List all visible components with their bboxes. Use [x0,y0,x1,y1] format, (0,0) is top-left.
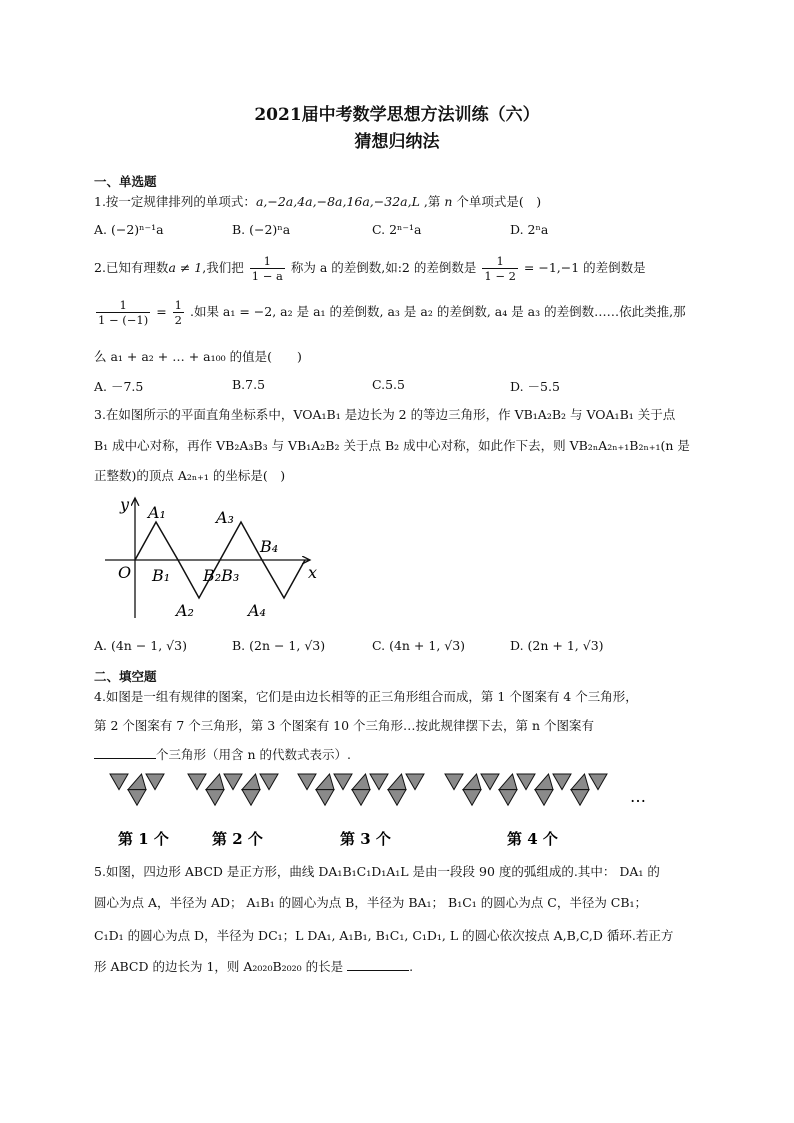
pattern-3-triangle [334,774,352,790]
q5-answer-blank[interactable] [347,969,409,971]
pattern-label-4: 第 4 个 [507,830,558,848]
pattern-4-triangle [481,774,499,790]
pattern-1-triangle [146,774,164,790]
q4-pattern-figure [100,768,660,850]
label-y: y [120,495,130,514]
q2-option-b[interactable]: B.7.5 [232,377,266,392]
pattern-4-triangle [535,790,553,806]
pattern-4-triangle [589,774,607,790]
pattern-2-triangle [206,774,224,790]
section-fill-blank: 二、填空题 [94,669,157,684]
pattern-label-1: 第 1 个 [118,830,169,848]
q2-fraction-4: $\frac{1}{2}$ [174,298,182,327]
pattern-4-triangle [499,774,517,790]
exam-subtitle: 猜想归纳法 [354,132,440,152]
label-o: O [118,563,132,582]
q1-option-b[interactable]: B. (−2)ⁿa [232,222,291,237]
q4-line-1: 4.如图是一组有规律的图案，它们是由边长相等的正三角形组合而成，第 1 个图案有 4 个三角形， [94,689,638,704]
label-a3: A₃ [216,508,234,527]
pattern-1-triangle [110,774,128,790]
pattern-3-triangle [316,774,334,790]
pattern-1-triangle [128,774,146,790]
q2-option-c[interactable]: C.5.5 [372,377,405,392]
q5-line-3: C₁D₁ 的圆心为点 D，半径为 DC₁；L DA₁, A₁B₁, B₁C₁, C₁D₁, L 的圆心依次按点 A,B,C,D 循环.若正方 [94,928,674,943]
pattern-label-3: 第 3 个 [340,830,391,848]
q3-line-1: 3.在如图所示的平面直角坐标系中，VOA₁B₁ 是边长为 2 的等边三角形，作 VB₁A₂B₂ 与 VOA₁B₁ 关于点 [94,407,676,422]
pattern-4-triangle [463,774,481,790]
pattern-4-triangle [517,774,535,790]
pattern-4-triangle [571,774,589,790]
pattern-2-triangle [188,774,206,790]
q3-option-a[interactable]: A. (4n − 1, √3) [94,638,187,653]
pattern-2-triangle [224,774,242,790]
pattern-2-triangle [206,790,224,806]
q4-line-2: 第 2 个图案有 7 个三角形，第 3 个图案有 10 个三角形…按此规律摆下去，第 n 个图案有 [94,718,595,733]
label-b4: B₄ [260,537,279,556]
q1-option-d[interactable]: D. 2ⁿa [510,222,549,237]
label-a4: A₄ [248,601,266,620]
pattern-3-triangle [406,774,424,790]
q5-line-1: 5.如图，四边形 ABCD 是正方形，曲线 DA₁B₁C₁D₁A₁L 是由一段段 90 度的弧组成的.其中： DA₁ 的 [94,864,660,879]
pattern-3-triangle [388,774,406,790]
q1-option-c[interactable]: C. 2ⁿ⁻¹a [372,222,422,237]
pattern-3-triangle [388,790,406,806]
q3-option-c[interactable]: C. (4n + 1, √3) [372,638,466,653]
exam-title: 2021届中考数学思想方法训练（六） [254,105,540,125]
q3-line-3: 正整数)的顶点 A₂ₙ₊₁ 的坐标是( ) [94,468,286,483]
q3-option-d[interactable]: D. (2n + 1, √3) [510,638,604,653]
pattern-1-triangle [128,790,146,806]
label-a2: A₂ [176,601,194,620]
q1-stem: 1.按一定规律排列的单项式：a,−2a,4a,−8a,16a,−32a,L ,第 n 个单项式是( ) [94,194,542,209]
pattern-2-triangle [242,790,260,806]
pattern-4-triangle [535,774,553,790]
ellipsis: … [630,787,646,806]
pattern-3-triangle [298,774,316,790]
pattern-2-triangle [242,774,260,790]
q1-option-a[interactable]: A. (−2)ⁿ⁻¹a [94,222,164,237]
pattern-3-triangle [352,774,370,790]
section-single-choice: 一、单选题 [94,174,157,189]
q3-option-b[interactable]: B. (2n − 1, √3) [232,638,326,653]
label-x: x [308,563,318,582]
pattern-4-triangle [571,790,589,806]
q2-option-d[interactable]: D. －5.5 [510,379,560,394]
q3-coordinate-figure [100,490,340,625]
q2-line-2: $\frac{1}{1 - (-1)}$ = $\frac{1}{2}$ .如果 a₁ = −2, a₂ 是 a₁ 的差倒数, a₃ 是 a₂ 的差倒数, a₄ 是 a₃ 的差倒数……依此类推,那 [98,298,686,327]
pattern-4-triangle [553,774,571,790]
q2-line-3: 么 a₁ + a₂ + … + a₁₀₀ 的值是( ) [94,349,302,364]
q2-option-a[interactable]: A. －7.5 [94,379,144,394]
pattern-3-triangle [316,790,334,806]
q2-line-1: 2.已知有理数a ≠ 1,我们把 $\frac{1}{1 - a}$ 称为 a 的差倒数,如:2 的差倒数是 $\frac{1}{1 - 2}$ = −1,−1 的差倒数是 [94,254,646,283]
pattern-label-2: 第 2 个 [212,830,263,848]
q2-fraction-1: $\frac{1}{1 - a}$ [251,254,283,283]
q1-sequence: a,−2a,4a,−8a,16a,−32a,L [255,194,420,209]
q4-answer-blank[interactable] [94,757,156,759]
label-b2b3: B₂B₃ [203,566,240,585]
q5-line-4: 形 ABCD 的边长为 1，则 A₂₀₂₀B₂₀₂₀ 的长是 . [94,959,414,974]
q3-line-2: B₁ 成中心对称，再作 VB₂A₃B₃ 与 VB₁A₂B₂ 关于点 B₂ 成中心对称，如此作下去，则 VB₂ₙA₂ₙ₊₁B₂ₙ₊₁(n 是 [94,438,690,453]
q5-line-2: 圆心为点 A，半径为 AD； A₁B₁ 的圆心为点 B，半径为 BA₁； B₁C₁ 的圆心为点 C，半径为 CB₁； [94,895,648,910]
pattern-2-triangle [260,774,278,790]
pattern-4-triangle [499,790,517,806]
pattern-3-triangle [352,790,370,806]
label-a1: A₁ [148,503,166,522]
label-b1: B₁ [152,566,171,585]
q2-fraction-3: $\frac{1}{1 - (-1)}$ [98,298,149,327]
pattern-3-triangle [370,774,388,790]
pattern-4-triangle [445,774,463,790]
q2-fraction-2: $\frac{1}{1 - 2}$ [484,254,516,283]
q4-line-3: 个三角形（用含 n 的代数式表示）. [94,745,351,763]
pattern-4-triangle [463,790,481,806]
